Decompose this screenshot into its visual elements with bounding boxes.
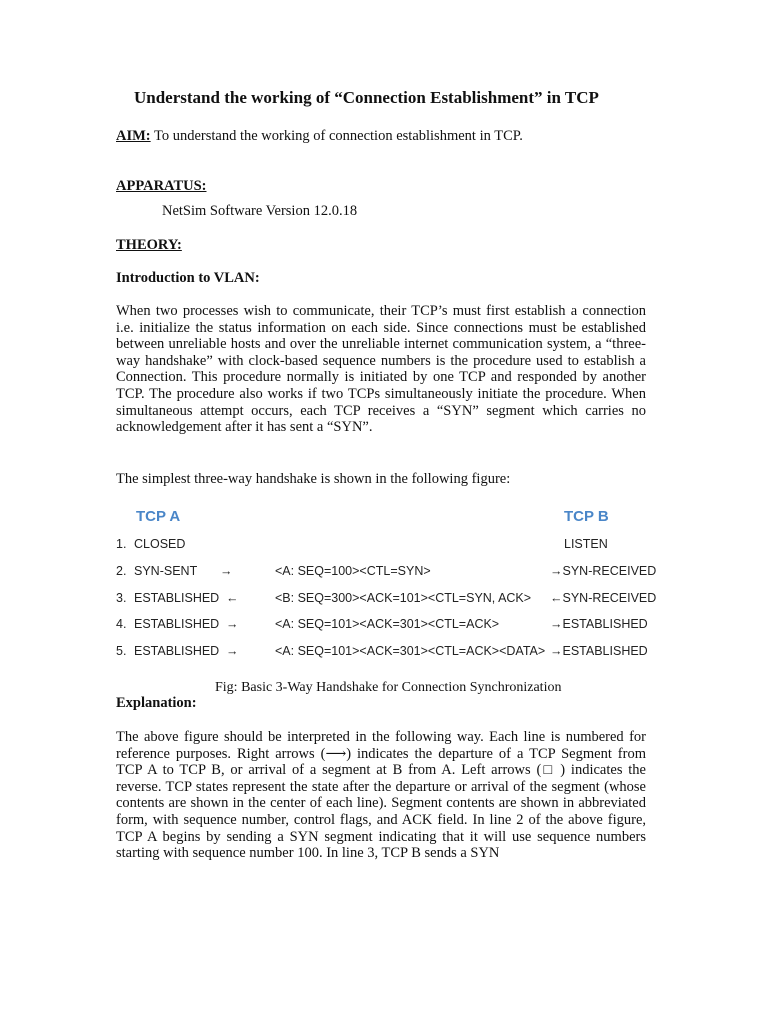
explanation-heading: Explanation:	[116, 695, 197, 711]
figure-row	[116, 617, 661, 635]
intro-paragraph: When two processes wish to communicate, their TCP’s must first establish a connection i.e. initialize the status information on each side. Since connections must be established between unreliable hosts and over the unreliable internet communication system, a “three-way handshake” with clock-based sequence numbers is the procedure used to establish a Connection. This procedure normally is initiated by one TCP and responded by another TCP. The procedure also works if two TCPs simultaneously initiate the procedure. When simultaneous attempt occurs, each TCP receives a “SYN” segment which carries no acknowledgement after it has sent a “SYN”.	[116, 303, 646, 436]
aim-label: AIM:	[116, 128, 151, 144]
figure-row	[116, 591, 661, 609]
row-state-a: CLOSED	[134, 537, 186, 551]
figure-row	[116, 644, 661, 662]
aim-text: To understand the working of connection establishment in TCP.	[150, 128, 523, 144]
row-number: 3.	[116, 591, 127, 605]
row-segment: <A: SEQ=100><CTL=SYN>	[275, 564, 431, 578]
apparatus-text: NetSim Software Version 12.0.18	[162, 203, 358, 219]
figure-header-tcp-b: TCP B	[564, 508, 609, 525]
row-state-b: →ESTABLISHED	[550, 617, 648, 631]
figure-row	[116, 564, 661, 582]
row-number: 4.	[116, 617, 127, 631]
row-state-a: ESTABLISHED	[134, 591, 220, 605]
aim-line	[116, 128, 523, 145]
right-arrow-icon: →	[220, 564, 233, 578]
row-state-b: ←SYN-RECEIVED	[550, 591, 657, 605]
explanation-paragraph: The above figure should be interpreted in the following way. Each line is numbered for reference purposes. Right arrows (⟶) indicates the departure of a TCP Segment from TCP A to TCP B, or arrival of a segment at B from A. Left arrows (□ ) indicates the reverse. TCP states represent the state after the departure or arrival of the segment (whose contents are shown in the center of each line). Segment contents are shown in abbreviated form, with sequence number, control flags, and ACK field. In line 2 of the above figure, TCP A begins by sending a SYN segment indicating that it will use sequence numbers starting with sequence number 100. In line 3, TCP B sends a SYN	[116, 729, 646, 862]
document-title: Understand the working of “Connection Establishment” in TCP	[134, 88, 599, 107]
intro-heading: Introduction to VLAN:	[116, 270, 260, 286]
row-number: 5.	[116, 644, 127, 658]
row-state-b: →SYN-RECEIVED	[550, 564, 657, 578]
row-state-a: ESTABLISHED	[134, 617, 220, 631]
left-arrow-icon: ←	[226, 591, 239, 605]
row-state-b: LISTEN	[564, 537, 608, 551]
row-state-a: SYN-SENT	[134, 564, 198, 578]
row-segment: <B: SEQ=300><ACK=101><CTL=SYN, ACK>	[275, 591, 532, 605]
row-number: 1.	[116, 537, 127, 551]
row-segment: <A: SEQ=101><ACK=301><CTL=ACK>	[275, 617, 500, 631]
row-state-a: ESTABLISHED	[134, 644, 220, 658]
right-arrow-icon: →	[226, 644, 239, 658]
figure-row	[116, 537, 661, 555]
row-segment: <A: SEQ=101><ACK=301><CTL=ACK><DATA>	[275, 644, 546, 658]
right-arrow-icon: →	[226, 617, 239, 631]
row-state-b: →ESTABLISHED	[550, 644, 648, 658]
row-number: 2.	[116, 564, 127, 578]
figure-intro: The simplest three-way handshake is shown in the following figure:	[116, 471, 511, 487]
figure-header-tcp-a: TCP A	[136, 508, 181, 525]
apparatus-label: APPARATUS:	[116, 178, 207, 194]
figure-caption: Fig: Basic 3-Way Handshake for Connection Synchronization	[215, 680, 562, 695]
theory-label: THEORY:	[116, 237, 182, 253]
